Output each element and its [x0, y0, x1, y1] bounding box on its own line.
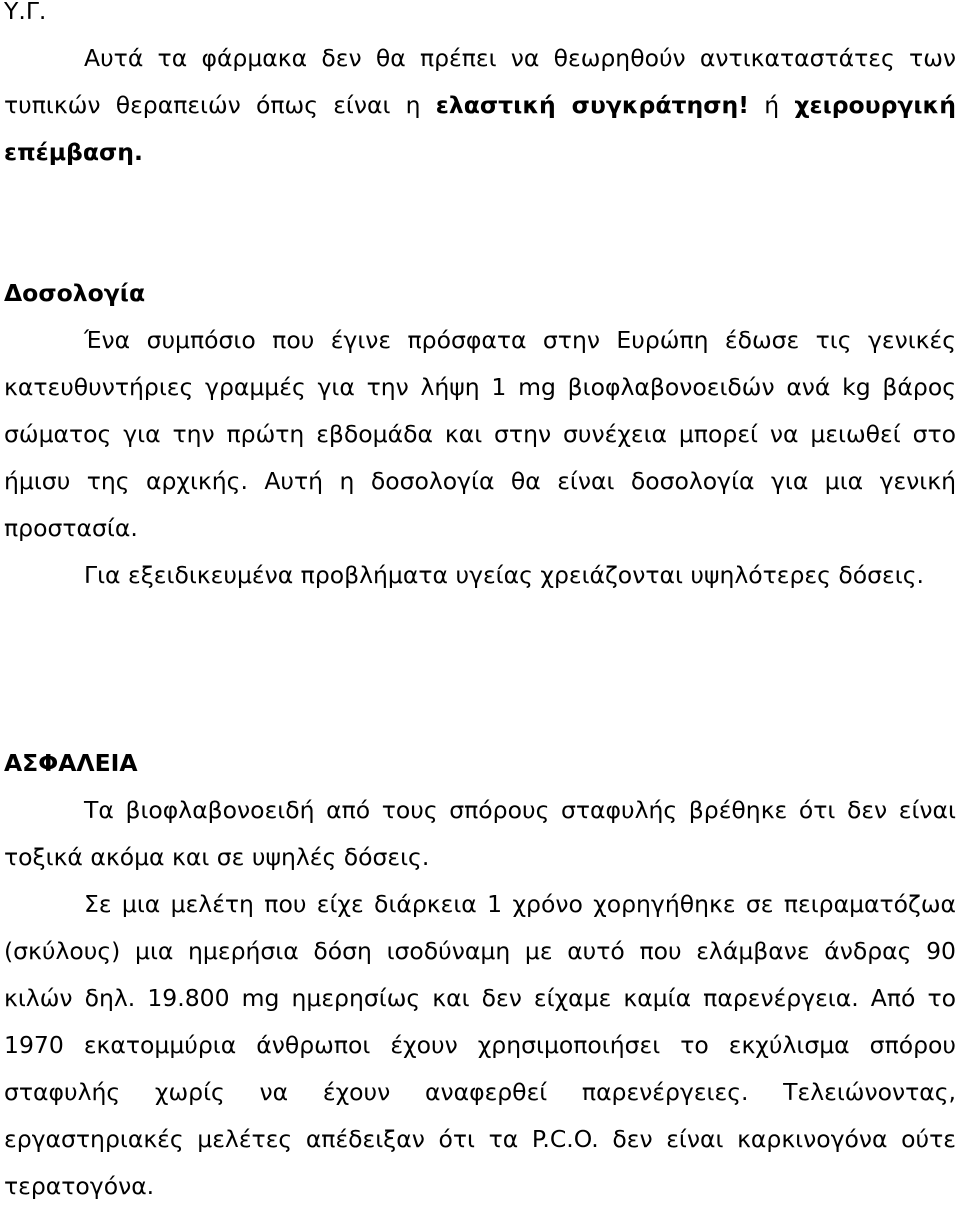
safety-paragraph-1: Τα βιοφλαβονοειδή από τους σπόρους σταφυλής βρέθηκε ότι δεν είναι τοξικά ακόμα και σε υψηλές δόσεις.	[4, 796, 956, 871]
document-page	[4, 0, 956, 1210]
dosage-heading: Δοσολογία	[4, 279, 146, 307]
top-fragment: Υ.Γ.	[4, 0, 47, 25]
dosage-paragraph-2: Για εξειδικευμένα προβλήματα υγείας χρειάζονται υψηλότερες δόσεις.	[84, 561, 924, 589]
intro-text-before: Αυτά τα φάρμακα δεν θα πρέπει να θεωρηθούν αντικαταστάτες των τυπικών θεραπειών όπως είναι η	[4, 44, 956, 119]
intro-bold-elastic: ελαστική συγκράτηση!	[435, 91, 750, 119]
intro-bold-surgery: χειρουργική επέμβαση.	[4, 91, 956, 166]
safety-paragraph-2: Σε μια μελέτη που είχε διάρκεια 1 χρόνο χορηγήθηκε σε πειραματόζωα (σκύλους) μια ημερήσια δόση ισοδύναμη με αυτό που ελάμβανε άνδρας 90 κιλών δηλ. 19.800 mg ημερησίως και δεν είχαμε καμία παρενέργεια. Από το 1970 εκατομμύρια άνθρωποι έχουν χρησιμοποιήσει το εκχύλισμα σπόρου σταφυλής χωρίς να έχουν αναφερθεί παρενέργειες. Τελειώνοντας, εργαστηριακές μελέτες απέδειξαν ότι τα P.C.O. δεν είναι καρκινογόνα ούτε τερατογόνα.	[4, 890, 956, 1200]
intro-text-middle: ή	[749, 91, 795, 119]
intro-paragraph	[4, 35, 956, 176]
safety-heading: ΑΣΦΑΛΕΙΑ	[4, 749, 138, 777]
dosage-paragraph-1: Ένα συμπόσιο που έγινε πρόσφατα στην Ευρώπη έδωσε τις γενικές κατευθυντήριες γραμμές για την λήψη 1 mg βιοφλαβονοειδών ανά kg βάρος σώματος για την πρώτη εβδομάδα και στην συνέχεια μπορεί να μειωθεί στο ήμισυ της αρχικής. Αυτή η δοσολογία θα είναι δοσολογία για μια γενική προστασία.	[4, 326, 956, 542]
